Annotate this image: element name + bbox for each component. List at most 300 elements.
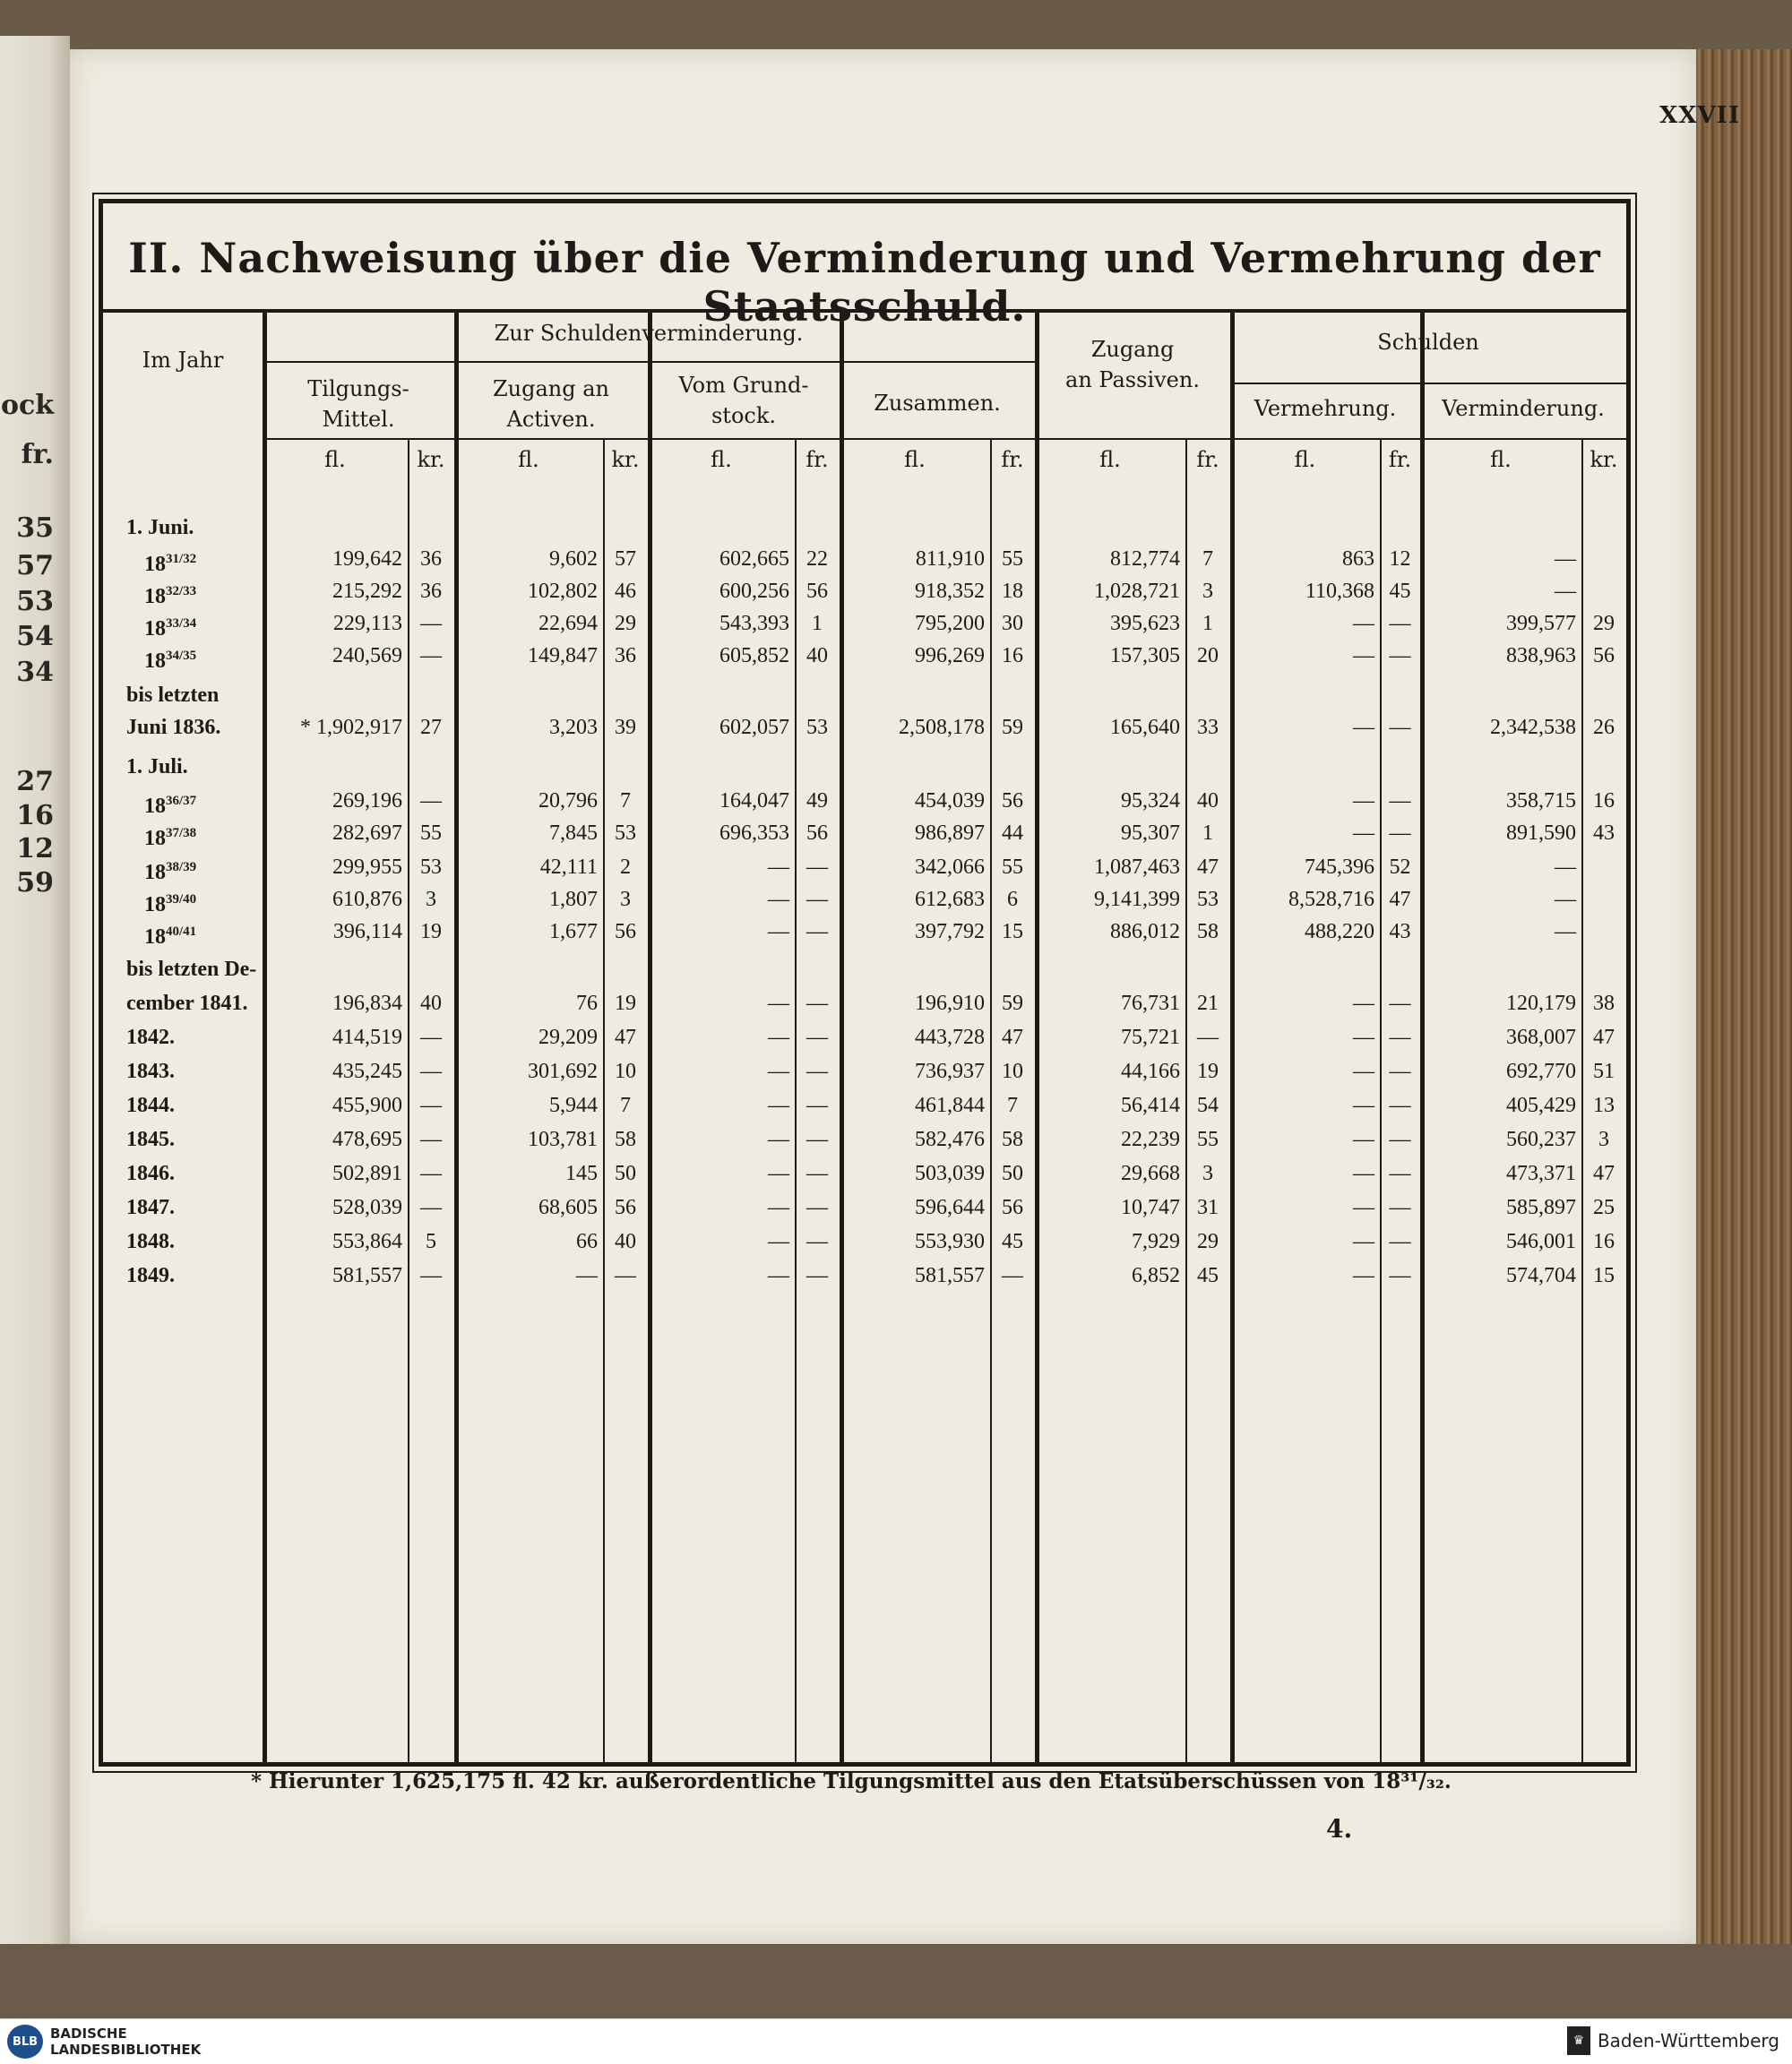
unit-kr-tilgung: kr. [417, 447, 445, 472]
row-label: $18^{38/39}$ [144, 860, 197, 884]
book-edge [1696, 49, 1792, 1944]
header-tilgung: Tilgungs- Mittel. [307, 376, 409, 432]
cell-fl-zusammen: 454,039 [915, 789, 985, 813]
cell-kr-zusammen: 55 [1002, 856, 1023, 879]
cell-fl-verminderung: 891,590 [1506, 821, 1576, 845]
cell-kr-grundstock: — [806, 1162, 828, 1185]
cell-fl-grundstock: — [768, 1230, 789, 1253]
library-name[interactable] [50, 2025, 201, 2058]
cell-kr-tilgung: 53 [420, 856, 442, 879]
cell-kr-passiven: 3 [1202, 1162, 1213, 1185]
cell-kr-activen: 50 [615, 1162, 636, 1185]
cell-kr-verminderung: 25 [1593, 1196, 1615, 1219]
table-frame [99, 199, 1631, 1767]
cell-fl-activen: — [576, 1264, 598, 1287]
cell-kr-vermehrung: 52 [1389, 856, 1411, 879]
row-label: bis letzten De- [126, 958, 257, 981]
cell-fl-tilgung: 553,864 [332, 1230, 402, 1253]
cell-fl-passiven: 95,324 [1121, 789, 1180, 813]
cell-kr-vermehrung: — [1389, 821, 1411, 845]
cell-kr-verminderung: 51 [1593, 1060, 1615, 1083]
coat-of-arms-icon: ♛ [1567, 2026, 1590, 2055]
blb-logo-icon[interactable]: BLB [7, 2025, 43, 2059]
cell-kr-passiven: 40 [1197, 789, 1219, 813]
cell-fl-zusammen: 397,792 [915, 920, 985, 943]
cell-kr-activen: 3 [620, 888, 631, 911]
cell-fl-verminderung: 473,371 [1506, 1162, 1576, 1185]
left-page-fragment: ock [0, 390, 54, 421]
cell-kr-zusammen: 50 [1002, 1162, 1023, 1185]
cell-fl-passiven: 22,239 [1121, 1128, 1180, 1151]
cell-fl-tilgung: 299,955 [332, 856, 402, 879]
cell-kr-zusammen: 45 [1002, 1230, 1023, 1253]
cell-fl-tilgung: 282,697 [332, 821, 402, 845]
cell-kr-passiven: — [1197, 1026, 1219, 1049]
row-label: 1845. [126, 1128, 175, 1151]
unit-fl-tilgung: fl. [324, 447, 346, 472]
header-grundstock: Vom Grund- stock. [678, 373, 809, 428]
cell-kr-tilgung: 3 [426, 888, 436, 911]
cell-kr-tilgung: 36 [420, 547, 442, 571]
cell-kr-passiven: 19 [1197, 1060, 1219, 1083]
cell-kr-passiven: 20 [1197, 644, 1219, 667]
cell-kr-vermehrung: — [1389, 1094, 1411, 1117]
cell-fl-passiven: 44,166 [1121, 1060, 1180, 1083]
left-page-fragment: 54 [16, 621, 54, 652]
cell-kr-vermehrung: — [1389, 1264, 1411, 1287]
cell-kr-vermehrung: — [1389, 1230, 1411, 1253]
cell-kr-tilgung: — [420, 1196, 442, 1219]
cell-fl-grundstock: — [768, 888, 789, 911]
cell-fl-activen: 1,677 [549, 920, 598, 943]
cell-fl-vermehrung: — [1353, 1060, 1374, 1083]
cell-fl-verminderung: 399,577 [1506, 612, 1576, 635]
cell-kr-tilgung: 5 [426, 1230, 436, 1253]
cell-fl-vermehrung: — [1353, 1162, 1374, 1185]
row-label: $18^{31/32}$ [144, 552, 197, 576]
cell-kr-vermehrung: — [1389, 789, 1411, 813]
row-label: 1848. [126, 1230, 175, 1253]
cell-kr-vermehrung: — [1389, 992, 1411, 1015]
cell-kr-vermehrung: — [1389, 612, 1411, 635]
cell-kr-passiven: 33 [1197, 716, 1219, 739]
cell-fl-grundstock: — [768, 1060, 789, 1083]
row-label: $18^{37/38}$ [144, 826, 197, 850]
cell-kr-verminderung: 43 [1593, 821, 1615, 845]
row-label: $18^{32/33}$ [144, 584, 197, 608]
header-verminderung: Verminderung. [1442, 396, 1605, 421]
cell-fl-vermehrung: — [1353, 716, 1374, 739]
row-label: 1842. [126, 1026, 175, 1049]
cell-fl-vermehrung: — [1353, 644, 1374, 667]
cell-kr-passiven: 31 [1197, 1196, 1219, 1219]
scan-background [0, 1944, 1792, 2018]
cell-kr-tilgung: 40 [420, 992, 442, 1015]
cell-kr-activen: 10 [615, 1060, 636, 1083]
cell-fl-verminderung: 405,429 [1506, 1094, 1576, 1117]
cell-fl-vermehrung: 110,368 [1305, 580, 1374, 603]
cell-kr-tilgung: — [420, 1094, 442, 1117]
cell-fl-zusammen: 612,683 [915, 888, 985, 911]
cell-fl-passiven: 29,668 [1121, 1162, 1180, 1185]
cell-kr-activen: 56 [615, 920, 636, 943]
cell-kr-passiven: 55 [1197, 1128, 1219, 1151]
cell-fl-verminderung: 574,704 [1506, 1264, 1576, 1287]
cell-fl-passiven: 95,307 [1121, 821, 1180, 845]
cell-fl-verminderung: — [1555, 920, 1576, 943]
cell-fl-zusammen: 596,644 [915, 1196, 985, 1219]
cell-kr-tilgung: 36 [420, 580, 442, 603]
cell-kr-passiven: 54 [1197, 1094, 1219, 1117]
cell-fl-vermehrung: 863 [1342, 547, 1374, 571]
year-fraction: 33/34 [166, 616, 197, 631]
row-label: $18^{34/35}$ [144, 649, 197, 673]
cell-kr-zusammen: 15 [1002, 920, 1023, 943]
cell-fl-zusammen: 736,937 [915, 1060, 985, 1083]
cell-fl-grundstock: — [768, 992, 789, 1015]
cell-fl-passiven: 6,852 [1132, 1264, 1180, 1287]
header-zusammen: Zusammen. [874, 391, 1001, 416]
unit-fl-zusammen: fl. [904, 447, 926, 472]
cell-fl-grundstock: — [768, 1128, 789, 1151]
cell-fl-verminderung: 546,001 [1506, 1230, 1576, 1253]
unit-kr-vermehrung: fr. [1388, 447, 1412, 472]
cell-kr-grundstock: 56 [806, 580, 828, 603]
left-page-fragment: 16 [16, 800, 54, 831]
cell-fl-vermehrung: 488,220 [1305, 920, 1374, 943]
cell-kr-tilgung: 55 [420, 821, 442, 845]
cell-fl-activen: 42,111 [539, 856, 598, 879]
cell-kr-activen: 39 [615, 716, 636, 739]
cell-fl-tilgung: 196,834 [332, 992, 402, 1015]
cell-fl-vermehrung: — [1353, 821, 1374, 845]
row-label: $18^{40/41}$ [144, 924, 197, 949]
cell-fl-vermehrung: — [1353, 1264, 1374, 1287]
cell-kr-vermehrung: — [1389, 1060, 1411, 1083]
cell-kr-verminderung: 15 [1593, 1264, 1615, 1287]
cell-fl-vermehrung: — [1353, 612, 1374, 635]
cell-kr-zusammen: 58 [1002, 1128, 1023, 1151]
cell-fl-vermehrung: 8,528,716 [1288, 888, 1374, 911]
cell-fl-passiven: 886,012 [1110, 920, 1180, 943]
cell-fl-passiven: 395,623 [1110, 612, 1180, 635]
cell-fl-grundstock: 605,852 [719, 644, 789, 667]
cell-kr-vermehrung: — [1389, 1162, 1411, 1185]
year-fraction: 34/35 [166, 649, 197, 663]
cell-fl-activen: 3,203 [549, 716, 598, 739]
unit-fl-vermehrung: fl. [1294, 447, 1316, 472]
cell-fl-tilgung: 455,900 [332, 1094, 402, 1117]
cell-fl-activen: 76 [576, 992, 598, 1015]
cell-kr-activen: 58 [615, 1128, 636, 1151]
cell-fl-vermehrung: — [1353, 789, 1374, 813]
unit-fl-verminderung: fl. [1490, 447, 1512, 472]
cell-kr-passiven: 53 [1197, 888, 1219, 911]
cell-kr-zusammen: 47 [1002, 1026, 1023, 1049]
cell-kr-verminderung: 3 [1598, 1128, 1609, 1151]
cell-kr-grundstock: — [806, 1026, 828, 1049]
cell-kr-grundstock: 1 [812, 612, 823, 635]
cell-fl-grundstock: 543,393 [719, 612, 789, 635]
cell-fl-tilgung: 435,245 [332, 1060, 402, 1083]
cell-fl-zusammen: 986,897 [915, 821, 985, 845]
unit-fl-grundstock: fl. [711, 447, 732, 472]
cell-fl-verminderung: 585,897 [1506, 1196, 1576, 1219]
cell-fl-grundstock: 696,353 [719, 821, 789, 845]
cell-fl-zusammen: 918,352 [915, 580, 985, 603]
cell-kr-vermehrung: 12 [1389, 547, 1411, 571]
cell-fl-tilgung: 396,114 [332, 920, 402, 943]
cell-fl-verminderung: — [1555, 547, 1576, 571]
cell-fl-activen: 66 [576, 1230, 598, 1253]
cell-kr-grundstock: — [806, 856, 828, 879]
row-label: $18^{36/37}$ [144, 794, 197, 818]
cell-kr-tilgung: — [420, 612, 442, 635]
cell-kr-zusammen: 44 [1002, 821, 1023, 845]
cell-fl-zusammen: 553,930 [915, 1230, 985, 1253]
row-label: cember 1841. [126, 992, 248, 1015]
year-fraction: 39/40 [166, 892, 197, 907]
cell-fl-activen: 9,602 [549, 547, 598, 571]
year-fraction: 37/38 [166, 826, 197, 840]
cell-kr-verminderung: 26 [1593, 716, 1615, 739]
row-label: bis letzten [126, 684, 220, 707]
cell-kr-activen: 2 [620, 856, 631, 879]
cell-kr-vermehrung: — [1389, 716, 1411, 739]
cell-fl-vermehrung: — [1353, 1094, 1374, 1117]
cell-kr-grundstock: — [806, 1060, 828, 1083]
row-label: 1849. [126, 1264, 175, 1287]
cell-kr-passiven: 3 [1202, 580, 1213, 603]
cell-fl-passiven: 812,774 [1110, 547, 1180, 571]
cell-kr-tilgung: — [420, 644, 442, 667]
header-group-verminderung: Zur Schuldenverminderung. [494, 321, 804, 346]
cell-kr-zusammen: 30 [1002, 612, 1023, 635]
cell-fl-vermehrung: 745,396 [1305, 856, 1374, 879]
cell-kr-verminderung: 16 [1593, 789, 1615, 813]
unit-kr-zusammen: fr. [1001, 447, 1024, 472]
cell-fl-activen: 29,209 [538, 1026, 598, 1049]
unit-fl-activen: fl. [518, 447, 539, 472]
group-rule-schulden [1230, 383, 1626, 384]
partner-logo[interactable] [1567, 2026, 1779, 2055]
cell-kr-passiven: 45 [1197, 1264, 1219, 1287]
cell-fl-passiven: 165,640 [1110, 716, 1180, 739]
cell-fl-activen: 102,802 [528, 580, 598, 603]
row-label: 1843. [126, 1060, 175, 1083]
cell-fl-activen: 22,694 [538, 612, 598, 635]
cell-fl-activen: 5,944 [549, 1094, 598, 1117]
cell-kr-tilgung: — [420, 1162, 442, 1185]
cell-kr-zusammen: 59 [1002, 716, 1023, 739]
cell-fl-zusammen: 811,910 [915, 547, 985, 571]
cell-kr-activen: 36 [615, 644, 636, 667]
left-page-fragment: fr. [21, 439, 54, 470]
cell-fl-vermehrung: — [1353, 1026, 1374, 1049]
cell-fl-tilgung: 528,039 [332, 1196, 402, 1219]
cell-fl-activen: 145 [565, 1162, 598, 1185]
unit-fl-passiven: fl. [1099, 447, 1121, 472]
cell-kr-zusammen: 56 [1002, 1196, 1023, 1219]
cell-kr-vermehrung: — [1389, 1026, 1411, 1049]
cell-fl-grundstock: — [768, 1094, 789, 1117]
cell-kr-passiven: 7 [1202, 547, 1213, 571]
row-label: 1844. [126, 1094, 175, 1117]
cell-kr-verminderung: 29 [1593, 612, 1615, 635]
left-page-fragment: 27 [16, 766, 54, 797]
cell-kr-grundstock: — [806, 920, 828, 943]
cell-kr-passiven: 29 [1197, 1230, 1219, 1253]
cell-fl-verminderung: 368,007 [1506, 1026, 1576, 1049]
cell-kr-tilgung: — [420, 789, 442, 813]
cell-fl-grundstock: — [768, 1026, 789, 1049]
unit-kr-verminderung: kr. [1590, 447, 1618, 472]
cell-kr-verminderung: 13 [1593, 1094, 1615, 1117]
cell-fl-passiven: 1,028,721 [1094, 580, 1180, 603]
cell-kr-verminderung: 47 [1593, 1026, 1615, 1049]
row-label: 1846. [126, 1162, 175, 1185]
cell-kr-zusammen: 16 [1002, 644, 1023, 667]
row-label: 1. Juni. [126, 516, 194, 539]
cell-kr-vermehrung: — [1389, 1128, 1411, 1151]
cell-fl-grundstock: 600,256 [719, 580, 789, 603]
unit-kr-passiven: fr. [1196, 447, 1219, 472]
footnote: * Hierunter 1,625,175 fl. 42 kr. außerordentliche Tilgungsmittel aus den Etatsüberschüssen von 18³¹/₃₂. [251, 1769, 1452, 1793]
year-fraction: 40/41 [166, 924, 197, 939]
cell-kr-tilgung: 27 [420, 716, 442, 739]
cell-fl-tilgung: 240,569 [332, 644, 402, 667]
cell-fl-passiven: 10,747 [1121, 1196, 1180, 1219]
cell-kr-passiven: 47 [1197, 856, 1219, 879]
cell-kr-activen: 7 [620, 789, 631, 813]
left-page-fragment: 12 [16, 833, 54, 864]
left-page-fragment: 34 [16, 657, 54, 688]
cell-fl-tilgung: * 1,902,917 [300, 716, 402, 739]
cell-fl-passiven: 1,087,463 [1094, 856, 1180, 879]
header-zugang-activen: Zugang an Activen. [492, 376, 610, 432]
left-page-fragment: 59 [16, 867, 54, 899]
cell-kr-zusammen: — [1002, 1264, 1023, 1287]
library-name-line-2: LANDESBIBLIOTHEK [50, 2042, 202, 2058]
cell-fl-verminderung: — [1555, 580, 1576, 603]
cell-kr-zusammen: 7 [1007, 1094, 1018, 1117]
cell-kr-zusammen: 56 [1002, 789, 1023, 813]
cell-fl-passiven: 9,141,399 [1094, 888, 1180, 911]
cell-kr-passiven: 58 [1197, 920, 1219, 943]
cell-kr-zusammen: 55 [1002, 547, 1023, 571]
cell-fl-verminderung: 560,237 [1506, 1128, 1576, 1151]
cell-kr-grundstock: — [806, 1094, 828, 1117]
cell-kr-grundstock: — [806, 1196, 828, 1219]
cell-kr-tilgung: — [420, 1128, 442, 1151]
cell-fl-grundstock: 602,665 [719, 547, 789, 571]
cell-fl-zusammen: 196,910 [915, 992, 985, 1015]
cell-fl-activen: 68,605 [538, 1196, 598, 1219]
page-number: XXVII [1659, 102, 1740, 129]
header-vermehrung: Vermehrung. [1254, 396, 1397, 421]
cell-kr-activen: 46 [615, 580, 636, 603]
cell-kr-verminderung: 38 [1593, 992, 1615, 1015]
cell-kr-vermehrung: 47 [1389, 888, 1411, 911]
cell-kr-activen: 47 [615, 1026, 636, 1049]
cell-kr-grundstock: 53 [806, 716, 828, 739]
cell-kr-activen: 57 [615, 547, 636, 571]
cell-fl-tilgung: 215,292 [332, 580, 402, 603]
cell-fl-grundstock: — [768, 1264, 789, 1287]
cell-fl-zusammen: 2,508,178 [899, 716, 985, 739]
row-label: Juni 1836. [126, 716, 221, 739]
cell-kr-zusammen: 10 [1002, 1060, 1023, 1083]
left-page-fragment: 35 [16, 512, 54, 544]
year-fraction: 38/39 [166, 860, 197, 874]
cell-kr-activen: 56 [615, 1196, 636, 1219]
row-label: 1847. [126, 1196, 175, 1219]
cell-fl-tilgung: 478,695 [332, 1128, 402, 1151]
cell-kr-activen: 19 [615, 992, 636, 1015]
cell-kr-vermehrung: — [1389, 644, 1411, 667]
left-page-edge [0, 36, 70, 1953]
cell-fl-verminderung: 838,963 [1506, 644, 1576, 667]
cell-kr-vermehrung: 45 [1389, 580, 1411, 603]
cell-fl-grundstock: — [768, 1196, 789, 1219]
cell-kr-grundstock: 49 [806, 789, 828, 813]
cell-fl-zusammen: 582,476 [915, 1128, 985, 1151]
page-title: II. Nachweisung über die Verminderung und Vermehrung der Staatsschuld. [128, 234, 1601, 331]
header-jahr: Im Jahr [142, 348, 224, 373]
cell-fl-passiven: 157,305 [1110, 644, 1180, 667]
partner-name: Baden-Württemberg [1597, 2030, 1779, 2051]
cell-fl-vermehrung: — [1353, 1196, 1374, 1219]
cell-fl-activen: 7,845 [549, 821, 598, 845]
cell-kr-activen: 7 [620, 1094, 631, 1117]
cell-kr-tilgung: — [420, 1026, 442, 1049]
cell-kr-zusammen: 18 [1002, 580, 1023, 603]
cell-fl-zusammen: 443,728 [915, 1026, 985, 1049]
unit-kr-grundstock: fr. [806, 447, 829, 472]
year-fraction: 31/32 [166, 552, 197, 566]
cell-kr-grundstock: — [806, 1128, 828, 1151]
cell-kr-tilgung: — [420, 1264, 442, 1287]
cell-kr-activen: 40 [615, 1230, 636, 1253]
left-page-fragment: 53 [16, 586, 54, 617]
cell-fl-zusammen: 342,066 [915, 856, 985, 879]
cell-fl-tilgung: 229,113 [332, 612, 402, 635]
cell-kr-grundstock: — [806, 1230, 828, 1253]
cell-kr-vermehrung: — [1389, 1196, 1411, 1219]
cell-kr-verminderung: 47 [1593, 1162, 1615, 1185]
cell-kr-verminderung: 56 [1593, 644, 1615, 667]
cell-kr-activen: 29 [615, 612, 636, 635]
cell-kr-vermehrung: 43 [1389, 920, 1411, 943]
cell-kr-activen: — [615, 1264, 636, 1287]
cell-fl-vermehrung: — [1353, 1230, 1374, 1253]
cell-fl-grundstock: 164,047 [719, 789, 789, 813]
cell-fl-verminderung: 358,715 [1506, 789, 1576, 813]
title-rule [103, 309, 1626, 313]
cell-kr-passiven: 21 [1197, 992, 1219, 1015]
cell-kr-zusammen: 59 [1002, 992, 1023, 1015]
cell-fl-tilgung: 414,519 [332, 1026, 402, 1049]
row-label: $18^{39/40}$ [144, 892, 197, 916]
cell-fl-activen: 301,692 [528, 1060, 598, 1083]
cell-fl-vermehrung: — [1353, 1128, 1374, 1151]
left-page-fragment: 57 [16, 550, 54, 581]
cell-kr-grundstock: 40 [806, 644, 828, 667]
cell-fl-zusammen: 461,844 [915, 1094, 985, 1117]
cell-fl-zusammen: 795,200 [915, 612, 985, 635]
cell-fl-passiven: 56,414 [1121, 1094, 1180, 1117]
cell-fl-tilgung: 269,196 [332, 789, 402, 813]
